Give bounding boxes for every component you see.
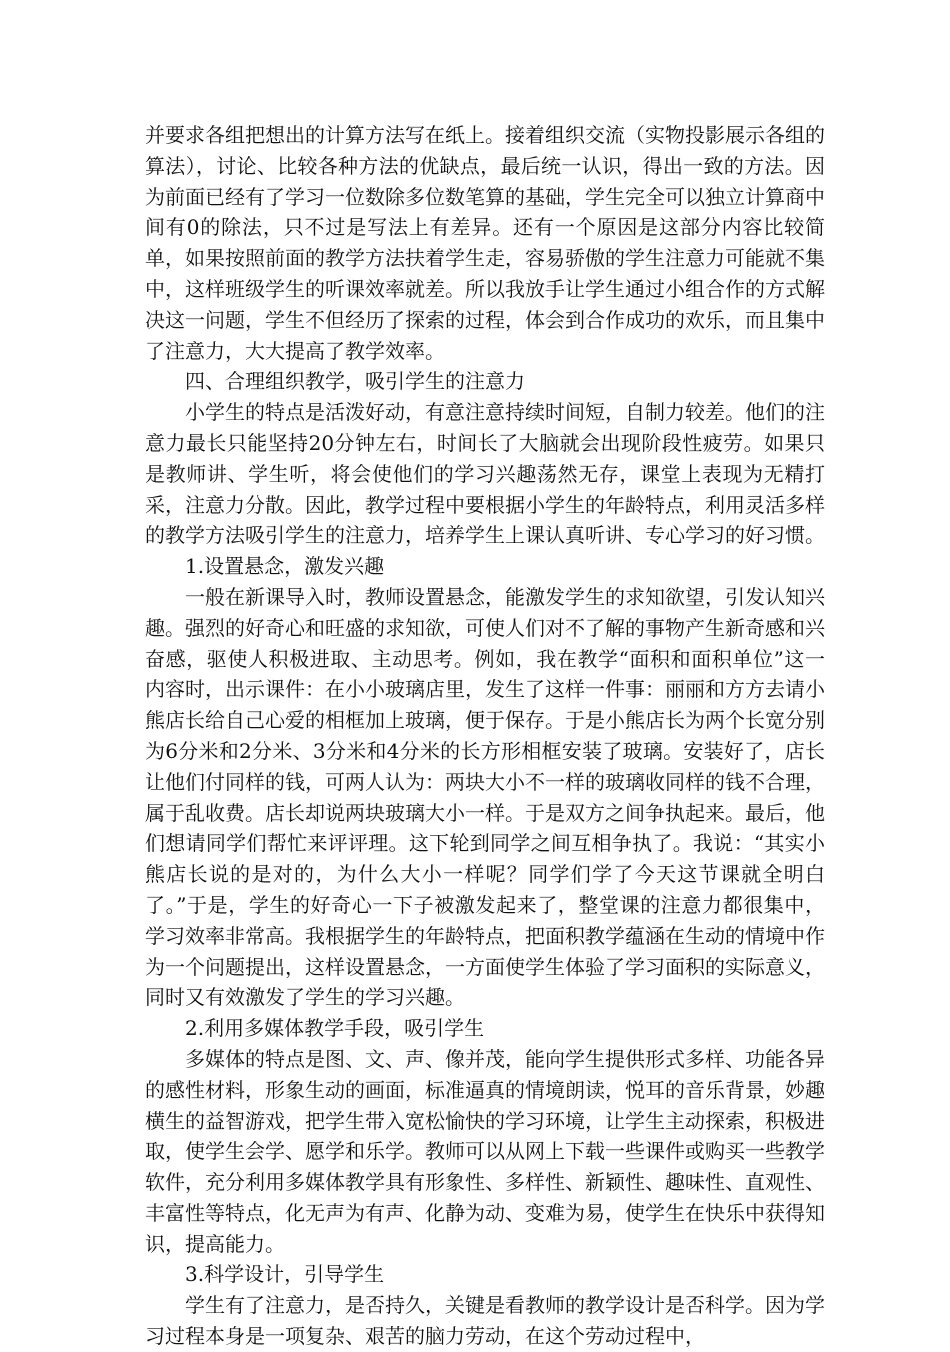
subheading-design: 3.科学设计，引导学生 <box>185 1262 385 1287</box>
paragraph-continuation: 并要求各组把想出的计算方法写在纸上。接着组织交流（实物投影展示各组的算法），讨论、比较各种方法的优缺点，最后统一认识，得出一致的方法。因为前面已经有了学习一位数除多位数笔算的基础，学生完全可以独立计算商中间有0的除法，只不过是写法上有差异。还有一个原因是这部分内容比较简单，如果按照前面的教学方法扶着学生走，容易骄傲的学生注意力可能就不集中，这样班级学生的听课效率就差。所以我放手让学生通过小组合作的方式解决这一问题，学生不但经历了探索的过程，体会到合作成功的欢乐，而且集中了注意力，大大提高了教学效率。 <box>145 123 825 363</box>
paragraph-attention-intro: 小学生的特点是活泼好动，有意注意持续时间短，自制力较差。他们的注意力最长只能坚持20分钟左右，时间长了大脑就会出现阶段性疲劳。如果只是教师讲、学生听，将会使他们的学习兴趣荡然无存，课堂上表现为无精打采，注意力分散。因此，教学过程中要根据小学生的年龄特点，利用灵活多样的教学方法吸引学生的注意力，培养学生上课认真听讲、专心学习的好习惯。 <box>145 400 825 548</box>
subheading-multimedia: 2.利用多媒体教学手段，吸引学生 <box>185 1016 485 1041</box>
subheading-suspense: 1.设置悬念，激发兴趣 <box>185 554 385 579</box>
document-page <box>145 120 825 1352</box>
paragraph-design: 学生有了注意力，是否持久，关键是看教师的教学设计是否科学。因为学习过程本身是一项复杂、艰苦的脑力劳动，在这个劳动过程中， <box>145 1293 825 1349</box>
paragraph-multimedia: 多媒体的特点是图、文、声、像并茂，能向学生提供形式多样、功能各异的感性材料，形象生动的画面，标准逼真的情境朗读，悦耳的音乐背景，妙趣横生的益智游戏，把学生带入宽松愉快的学习环境，让学生主动探索，积极进取，使学生会学、愿学和乐学。教师可以从网上下载一些课件或购买一些教学软件，充分利用多媒体教学具有形象性、多样性、新颖性、趣味性、直观性、丰富性等特点，化无声为有声、化静为动、变难为易，使学生在快乐中获得知识，提高能力。 <box>145 1046 825 1256</box>
section-heading-four: 四、合理组织教学，吸引学生的注意力 <box>185 369 525 394</box>
paragraph-suspense: 一般在新课导入时，教师设置悬念，能激发学生的求知欲望，引发认知兴趣。强烈的好奇心和旺盛的求知欲，可使人们对不了解的事物产生新奇感和兴奋感，驱使人积极进取、主动思考。例如，我在教学“面积和面积单位”这一内容时，出示课件：在小小玻璃店里，发生了这样一件事：丽丽和方方去请小熊店长给自己心爱的相框加上玻璃，便于保存。于是小熊店长为两个长宽分别为6分米和2分米、3分米和4分米的长方形相框安装了玻璃。安装好了，店长让他们付同样的钱，可两人认为：两块大小不一样的玻璃收同样的钱不合理，属于乱收费。店长却说两块玻璃大小一样。于是双方之间争执起来。最后，他们想请同学们帮忙来评评理。这下轮到同学之间互相争执了。我说：“其实小熊店长说的是对的，为什么大小一样呢？同学们学了今天这节课就全明白了。”于是，学生的好奇心一下子被激发起来了，整堂课的注意力都很集中，学习效率非常高。我根据学生的年龄特点，把面积教学蕴涵在生动的情境中作为一个问题提出，这样设置悬念，一方面使学生体验了学习面积的实际意义，同时又有效激发了学生的学习兴趣。 <box>145 584 825 1010</box>
